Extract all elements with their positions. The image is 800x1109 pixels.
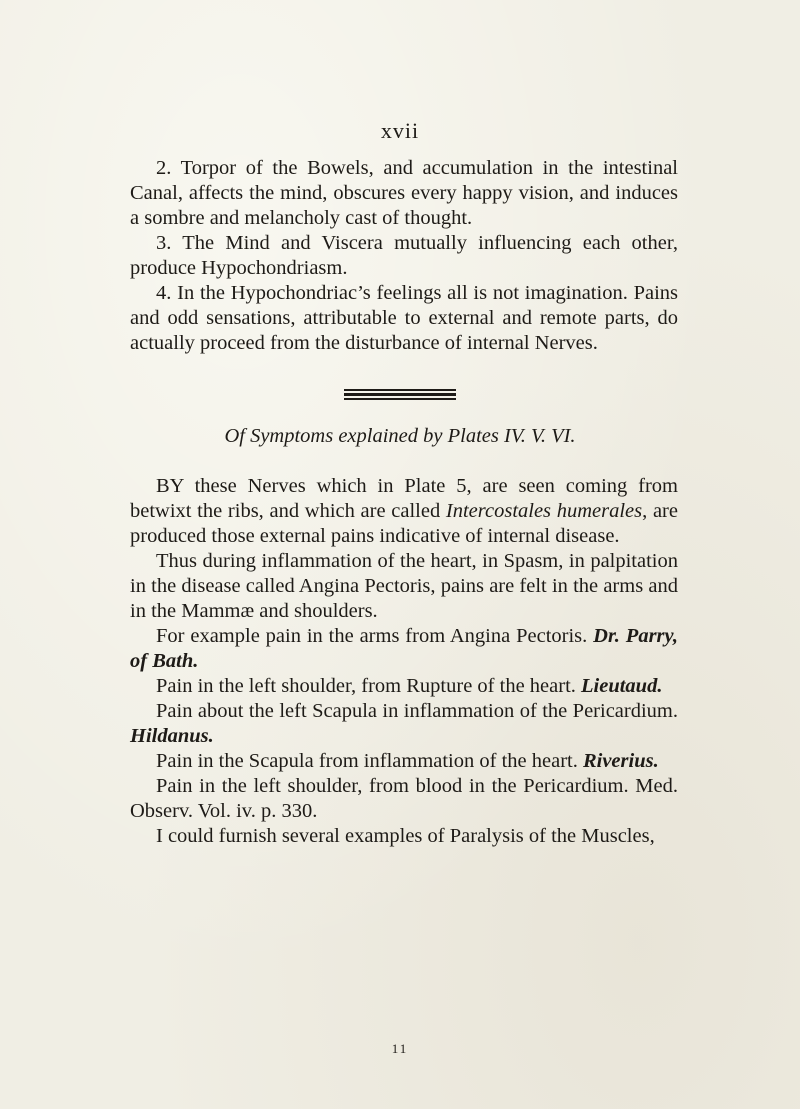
- paragraph-text: Pain in the left shoulder, from Rupture of the heart.: [156, 675, 582, 697]
- paragraph-torpor: 2. Torpor of the Bowels, and accumulation in the intestinal Canal, affects the mind, obscures every happy vision, and induces a sombre and melancholy cast of thought.: [130, 157, 678, 229]
- paragraph-example-parry: [130, 624, 678, 674]
- paragraph-text: Pain in the Scapula from inflammation of the heart.: [156, 750, 583, 772]
- paragraph-example-lieutaud: [130, 674, 678, 699]
- page-number: xvii: [380, 118, 420, 143]
- section-heading: Of Symptoms explained by Plates IV. V. VI.: [224, 425, 576, 447]
- paragraph-inflammation: Thus during inflammation of the heart, in Spasm, in palpitation in the disease called Angina Pectoris, pains are felt in the arms and in the Mammæ and shoulders.: [130, 550, 678, 622]
- divider-line: [344, 393, 456, 396]
- paragraph-imagination: 4. In the Hypochondriac’s feelings all is not imagination. Pains and odd sensations, attributable to external and remote parts, do actually proceed from the disturbance of internal Nerves.: [130, 282, 678, 354]
- intro-text-block: [130, 156, 678, 356]
- paragraph-example-hildanus: [130, 699, 678, 749]
- section-text-block: [130, 474, 678, 849]
- signature-mark: 11: [391, 1041, 409, 1056]
- paragraph-text: Pain about the left Scapula in inflammation of the Pericardium.: [156, 700, 678, 722]
- paragraph-intercostal-nerves: [130, 474, 678, 549]
- paragraph-hypochondriasm: 3. The Mind and Viscera mutually influencing each other, produce Hypochondriasm.: [130, 232, 678, 279]
- divider-line: [344, 398, 456, 400]
- author-citation: Hildanus.: [130, 725, 214, 747]
- paragraph-text: , are produced those external pains indicative of internal disease.: [130, 500, 678, 547]
- author-citation: Lieutaud.: [581, 675, 663, 697]
- paragraph-example-riverius: [130, 749, 678, 774]
- paragraph-paralysis: I could furnish several examples of Paralysis of the Muscles,: [156, 825, 655, 847]
- paragraph-text: For example pain in the arms from Angina Pectoris.: [156, 625, 594, 647]
- divider-line: [344, 389, 456, 391]
- author-citation: Dr. Parry, of Bath.: [130, 625, 678, 672]
- paragraph-example-med-observ: Pain in the left shoulder, from blood in the Pericardium. Med. Observ. Vol. iv. p. 330.: [130, 775, 678, 822]
- paragraph-text: BY these Nerves which in Plate 5, are seen coming from betwixt the ribs, and which are called: [130, 475, 678, 522]
- latin-term: Intercostales humerales: [445, 500, 643, 522]
- section-divider: [344, 389, 456, 402]
- author-citation: Riverius.: [582, 750, 659, 772]
